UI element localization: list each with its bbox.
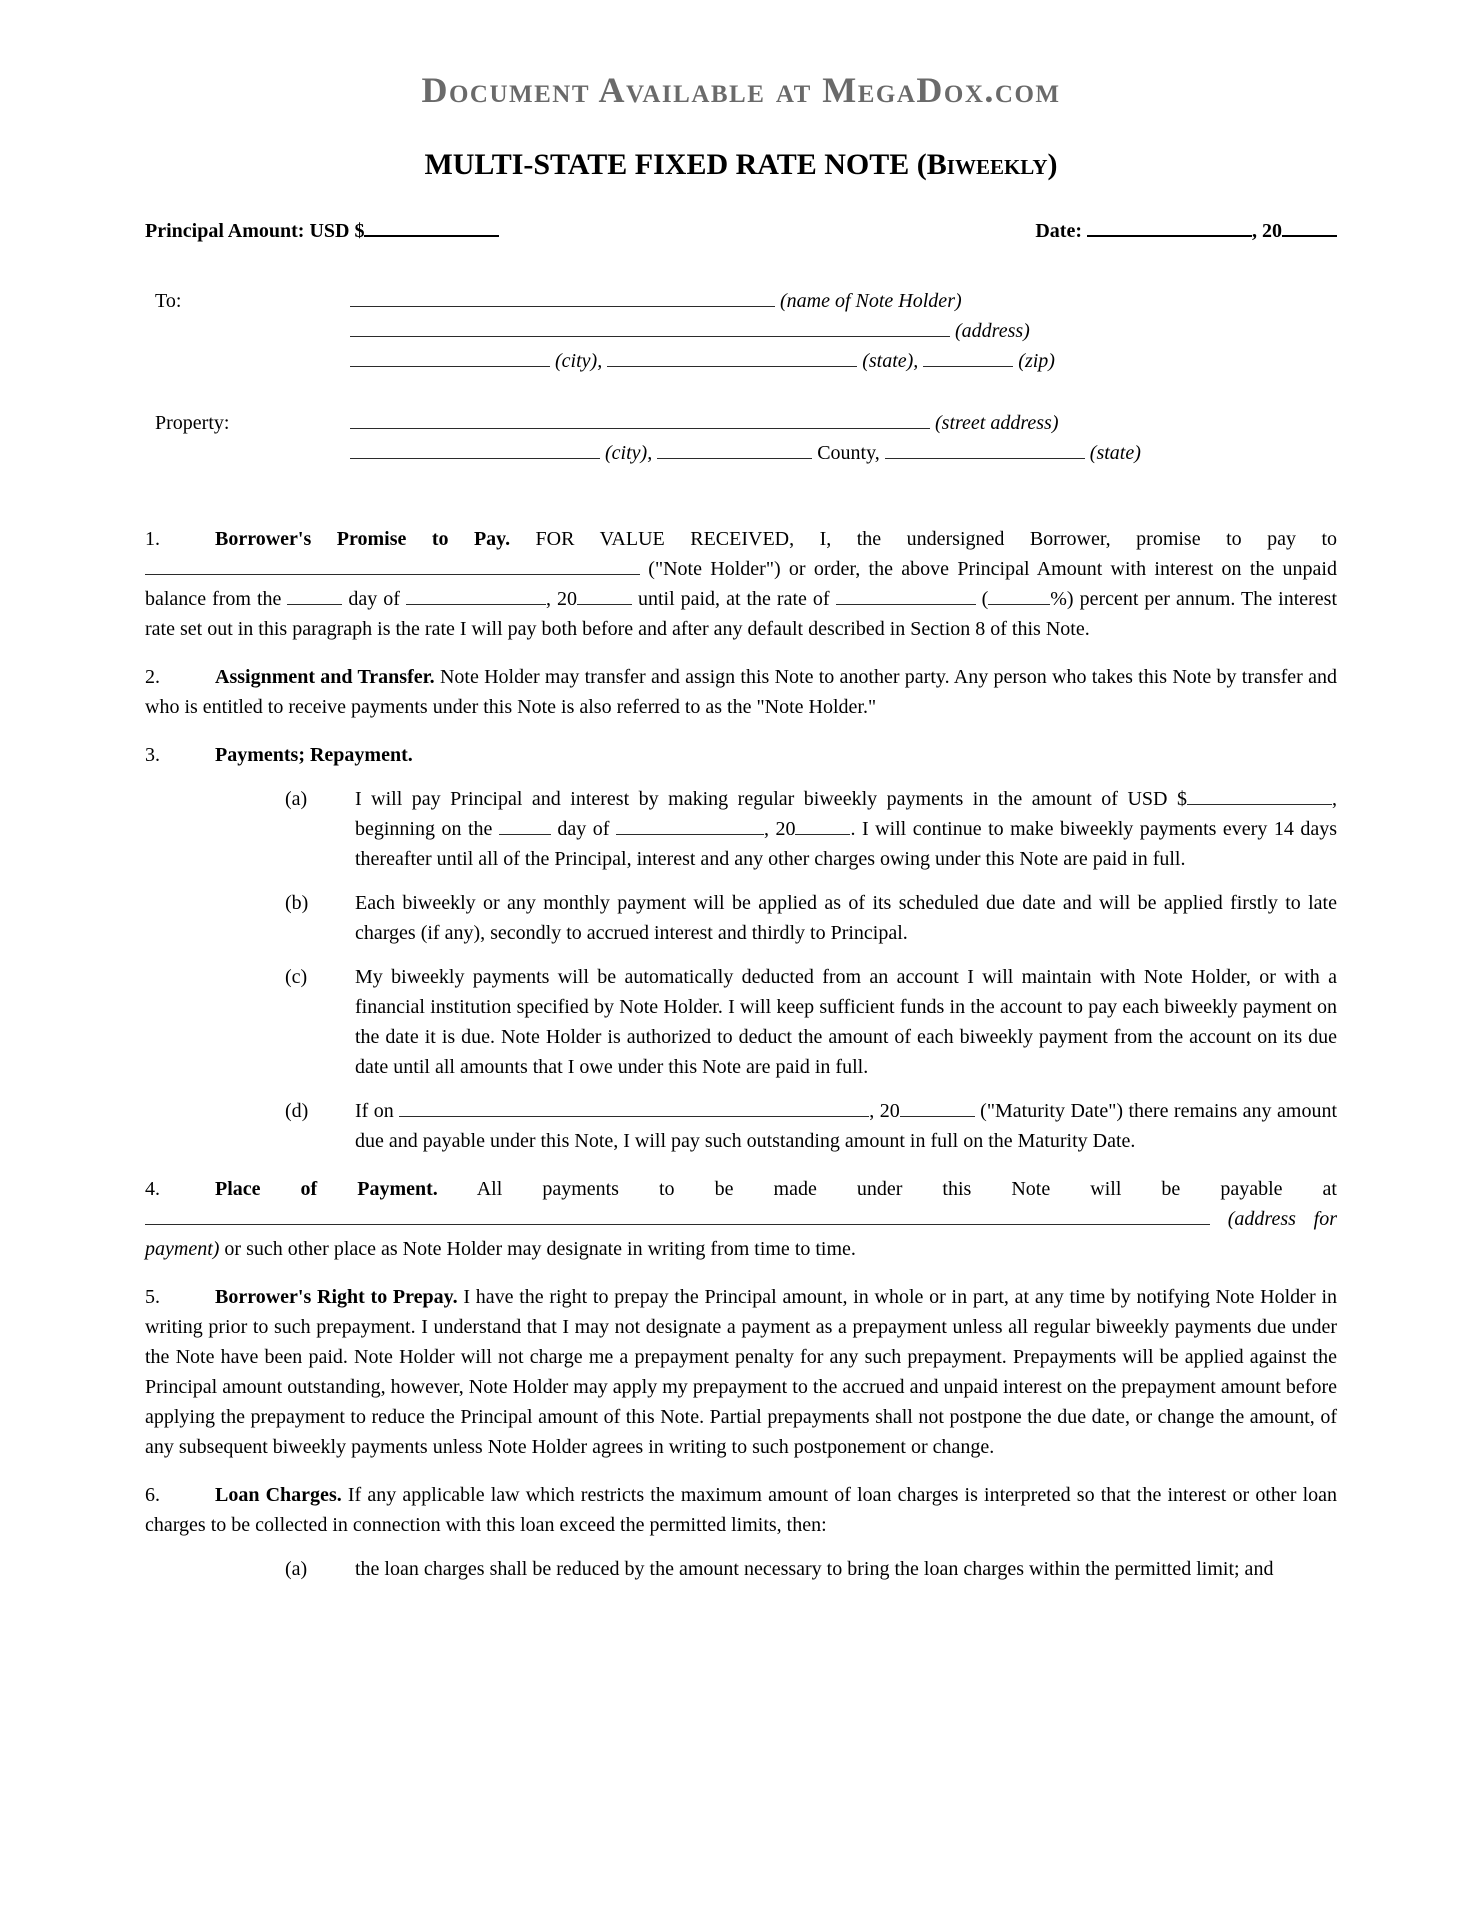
text-segment: County, xyxy=(812,442,885,464)
blank-fill-line xyxy=(350,439,600,459)
text-segment: (state) xyxy=(1084,442,1141,464)
list-marker: (a) xyxy=(285,1558,308,1580)
blank-fill-line xyxy=(900,1097,975,1117)
list-marker: 5. xyxy=(145,1286,160,1308)
to-rows xyxy=(350,286,1337,376)
text-segment: Principal Amount: USD $ xyxy=(145,220,365,242)
blank-fill-line xyxy=(350,409,930,429)
text-segment: ("Maturity Date") there remains any amount due and payable under this Note, I will pay such outstanding amount in full on the Maturity Date. xyxy=(355,1100,1338,1152)
blank-fill-line xyxy=(145,555,640,575)
title-close: ) xyxy=(1047,148,1058,181)
blank-fill-line xyxy=(499,815,551,835)
list-marker: (b) xyxy=(285,892,309,914)
text-segment: , 20 xyxy=(545,588,577,610)
text-segment: ("Note Holder") or order, the above Principal Amount with interest on the unpaid balance from the xyxy=(145,558,1337,610)
to-block xyxy=(145,286,1337,376)
blank-fill-line xyxy=(657,439,812,459)
date-field xyxy=(1035,216,1337,246)
text-segment: I will pay Principal and interest by making regular biweekly payments in the amount of USD $ xyxy=(355,788,1187,810)
text-segment: If any applicable law which restricts the maximum amount of loan charges is interpreted so that the interest or other loan charges to be collected in connection with this loan exceed the permitted limits, then: xyxy=(145,1484,1337,1536)
section-5-right-to-prepay xyxy=(145,1282,1337,1462)
list-marker: (a) xyxy=(285,788,308,810)
text-segment: until paid, at the rate of xyxy=(631,588,836,610)
list-marker: (d) xyxy=(285,1100,309,1122)
property-row-street xyxy=(350,408,1337,438)
section-3-payments-heading xyxy=(145,740,1337,770)
text-segment: day of xyxy=(342,588,406,610)
text-segment: Borrower's Right to Prepay. xyxy=(215,1286,458,1308)
text-segment: FOR VALUE RECEIVED, I, the undersigned Borrower, promise to pay to xyxy=(510,528,1338,550)
blank-fill-line xyxy=(406,585,546,605)
text-segment: ( xyxy=(975,588,989,610)
text-segment: . I will continue to make biweekly payments every 14 days thereafter until all of the Principal, interest and any other charges owing under this Note are paid in full. xyxy=(355,818,1337,870)
text-segment: (address for payment) xyxy=(145,1208,1338,1260)
blank-fill-line xyxy=(145,1205,1210,1225)
property-row-city-county-state xyxy=(350,438,1337,468)
blank-fill-line xyxy=(1282,216,1337,237)
text-segment: If on xyxy=(355,1100,400,1122)
text-segment: Place of Payment. xyxy=(215,1178,438,1200)
blank-fill-line xyxy=(1087,216,1252,237)
text-segment: (street address) xyxy=(930,412,1059,434)
property-block xyxy=(145,408,1337,468)
blank-fill-line xyxy=(364,216,499,237)
text-segment: Date: xyxy=(1035,220,1087,242)
text-segment: , 20 xyxy=(763,818,796,840)
blank-fill-line xyxy=(350,317,950,337)
text-segment: the loan charges shall be reduced by the amount necessary to bring the loan charges within the permitted limit; and xyxy=(355,1558,1274,1580)
blank-fill-line xyxy=(287,585,342,605)
blank-fill-line xyxy=(836,585,976,605)
list-marker: 2. xyxy=(145,666,160,688)
list-marker: 3. xyxy=(145,744,160,766)
text-segment: Note Holder may transfer and assign this Note to another party. Any person who takes this Note by transfer and who is entitled to receive payments under this Note is also referred to as the "Note Holder." xyxy=(145,666,1337,718)
page-title xyxy=(145,148,1337,182)
list-marker: 1. xyxy=(145,528,160,550)
to-row-name xyxy=(350,286,1337,316)
title-smallcaps: Biweekly xyxy=(926,148,1048,181)
text-segment: , 20 xyxy=(1252,220,1282,242)
text-segment: , 20 xyxy=(869,1100,900,1122)
list-marker: 6. xyxy=(145,1484,160,1506)
list-marker: (c) xyxy=(285,966,308,988)
text-segment: Borrower's Promise to Pay. xyxy=(215,528,511,550)
to-label: To: xyxy=(155,290,182,312)
text-segment: , beginning on the xyxy=(355,788,1337,840)
text-segment: Payments; Repayment. xyxy=(215,744,413,766)
text-segment: %) percent per annum. The interest rate set out in this paragraph is the rate I will pay both before and after any default described in Section 8 of this Note. xyxy=(145,588,1338,640)
section-4-place-of-payment xyxy=(145,1174,1337,1264)
principal-amount-field xyxy=(145,216,499,246)
text-segment: (city), xyxy=(550,350,608,372)
text-segment: All payments to be made under this Note will be payable at xyxy=(437,1178,1337,1200)
blank-fill-line xyxy=(616,815,764,835)
blank-fill-line xyxy=(1187,785,1332,805)
property-rows xyxy=(350,408,1337,468)
list-marker: 4. xyxy=(145,1178,160,1200)
section-3b xyxy=(145,888,1337,948)
text-segment: (name of Note Holder) xyxy=(775,290,962,312)
section-3d xyxy=(145,1096,1337,1156)
text-segment: Loan Charges. xyxy=(215,1484,342,1506)
blank-fill-line xyxy=(988,585,1050,605)
blank-fill-line xyxy=(885,439,1085,459)
to-row-address xyxy=(350,316,1337,346)
blank-fill-line xyxy=(399,1097,869,1117)
text-segment: Each biweekly or any monthly payment will be applied as of its scheduled due date and will be applied firstly to late charges (if any), secondly to accrued interest and thirdly to Principal. xyxy=(355,892,1337,944)
blank-fill-line xyxy=(577,585,632,605)
text-segment: day of xyxy=(550,818,616,840)
section-6a xyxy=(145,1554,1337,1584)
text-segment: I have the right to prepay the Principal amount, in whole or in part, at any time by notifying Note Holder in writing prior to such prepayment. I understand that I may not designate a payment as a prepayment unless all regular biweekly payments due under the Note have been paid. Note Holder will not charge me a prepayment penalty for any such prepayment. Prepayments will be applied against the Principal amount outstanding, however, Note Holder may apply my prepayment to the accrued and unpaid interest on the prepayment amount before applying the prepayment to reduce the Principal amount of this Note. Partial prepayments shall not postpone the due date, or change the amount, of any subsequent biweekly payments unless Note Holder agrees in writing to such postponement or change. xyxy=(145,1286,1338,1458)
blank-fill-line xyxy=(795,815,850,835)
meta-row xyxy=(145,216,1337,246)
watermark-banner: Document Available at MegaDox.com xyxy=(421,70,1061,110)
text-segment: (state), xyxy=(857,350,924,372)
text-segment: (address) xyxy=(950,320,1030,342)
text-segment: or such other place as Note Holder may designate in writing from time to time. xyxy=(219,1238,856,1260)
text-segment: (city), xyxy=(600,442,658,464)
text-segment: My biweekly payments will be automatically deducted from an account I will maintain with Note Holder, or with a financial institution specified by Note Holder. I will keep sufficient funds in the account to pay each biweekly payment on the date it is due. Note Holder is authorized to deduct the amount of each biweekly payment from the account on its due date until all amounts that I owe under this Note are paid in full. xyxy=(355,966,1337,1078)
blank-fill-line xyxy=(923,347,1013,367)
section-6-loan-charges xyxy=(145,1480,1337,1540)
section-3c xyxy=(145,962,1337,1082)
blank-fill-line xyxy=(350,347,550,367)
text-segment: (zip) xyxy=(1013,350,1055,372)
text-segment: Assignment and Transfer. xyxy=(215,666,435,688)
text-segment xyxy=(1210,1208,1228,1230)
section-1-borrowers-promise xyxy=(145,524,1337,644)
section-3a xyxy=(145,784,1337,874)
blank-fill-line xyxy=(350,287,775,307)
to-row-city-state-zip xyxy=(350,346,1337,376)
section-2-assignment-transfer xyxy=(145,662,1337,722)
title-main: MULTI-STATE FIXED RATE NOTE ( xyxy=(424,148,927,181)
property-label: Property: xyxy=(155,412,230,434)
blank-fill-line xyxy=(607,347,857,367)
